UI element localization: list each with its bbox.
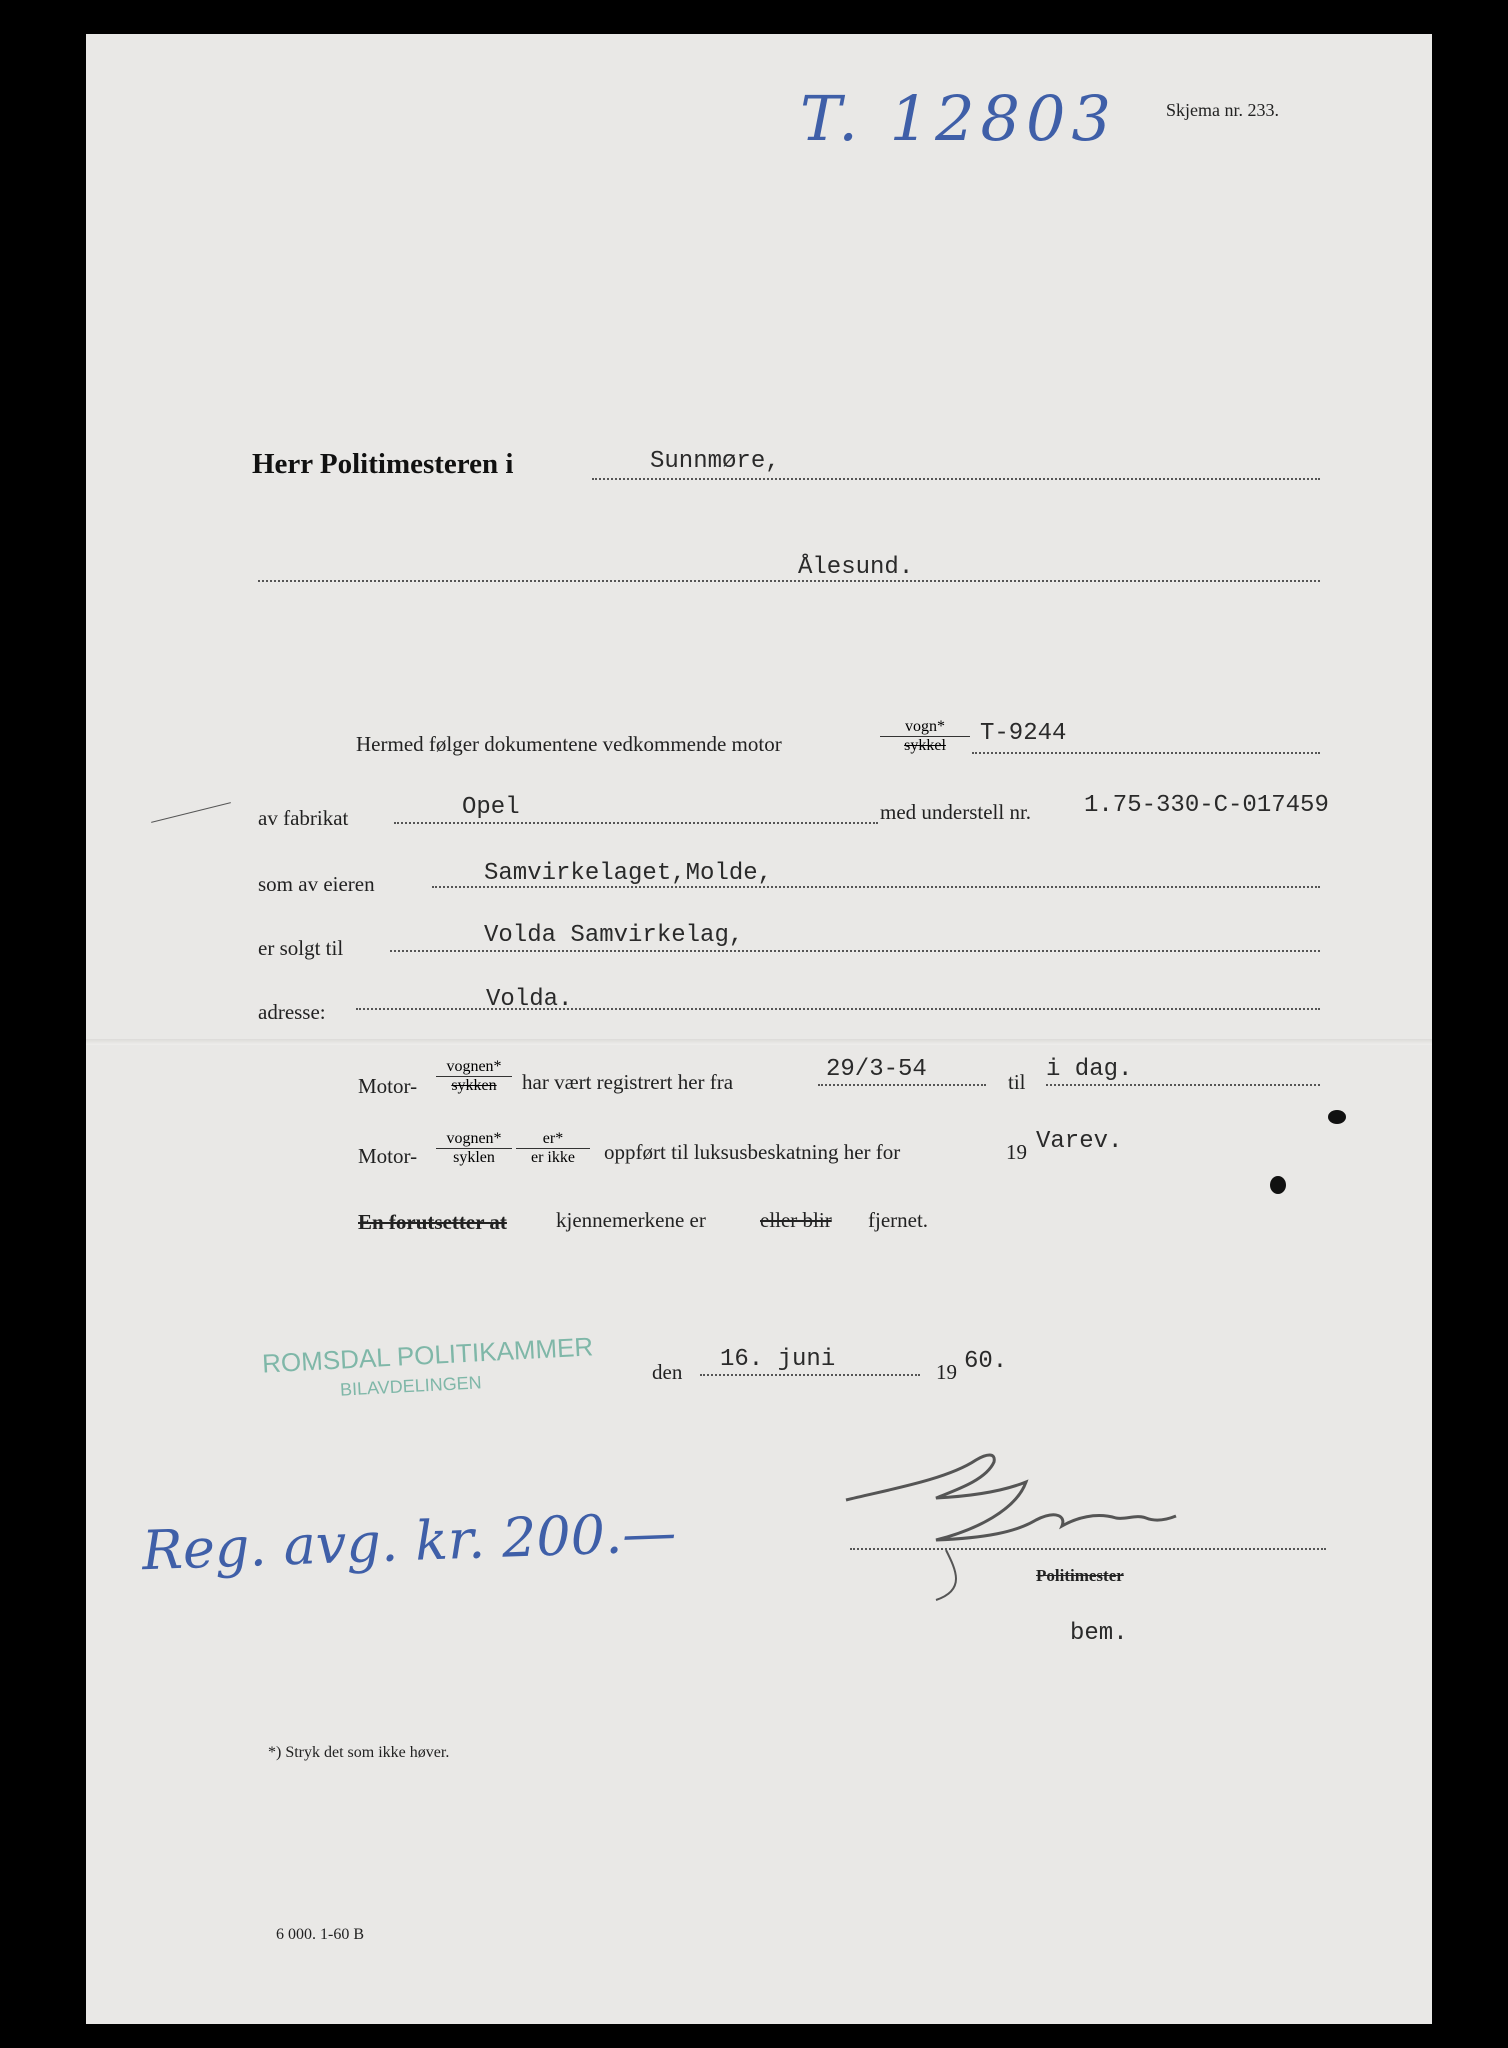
registered-frac-top: vognen* bbox=[436, 1058, 512, 1077]
plates-struck-mid: eller blir bbox=[760, 1208, 832, 1232]
luxury-frac2-bottom: er ikke bbox=[531, 1149, 575, 1166]
registered-to-line bbox=[1046, 1084, 1320, 1086]
luxury-frac1-bottom: syklen bbox=[453, 1149, 495, 1166]
stamp-line-2: BILAVDELINGEN bbox=[339, 1372, 483, 1400]
luxury-fraction-status bbox=[516, 1130, 590, 1167]
registered-from: 29/3-54 bbox=[826, 1056, 927, 1083]
ink-blot bbox=[1328, 1110, 1346, 1124]
sold-to-line bbox=[390, 950, 1320, 952]
signature-scribble bbox=[826, 1440, 1186, 1610]
city-line bbox=[258, 580, 1320, 582]
intro-frac-top: vogn* bbox=[880, 718, 970, 737]
signature-line bbox=[850, 1548, 1326, 1550]
plates-struck-prefix: En forutsetter at bbox=[358, 1210, 507, 1234]
sold-to-value: Volda Samvirkelag, bbox=[484, 922, 744, 949]
intro-frac-bottom: sykkel bbox=[904, 737, 946, 754]
date-den-label: den bbox=[652, 1360, 683, 1384]
chassis-value: 1.75-330-C-017459 bbox=[1084, 792, 1329, 819]
addressee-value: Sunnmøre, bbox=[650, 448, 780, 475]
date-day: 16. juni bbox=[720, 1346, 836, 1373]
date-year: 60. bbox=[964, 1348, 1008, 1375]
make-label: av fabrikat bbox=[258, 806, 349, 830]
plates-text-end: fjernet. bbox=[868, 1208, 929, 1232]
addressee-label: Herr Politimesteren i bbox=[252, 448, 514, 480]
registered-prefix: Motor- bbox=[358, 1074, 418, 1098]
vehicle-number: T-9244 bbox=[980, 720, 1067, 747]
address-label: adresse: bbox=[258, 1000, 326, 1024]
luxury-fraction-vehicle bbox=[436, 1130, 512, 1167]
signature-title: Politimester bbox=[1036, 1566, 1124, 1585]
plates-text: kjennemerkene er bbox=[556, 1208, 706, 1232]
sold-to-label: er solgt til bbox=[258, 936, 344, 960]
intro-fraction bbox=[880, 718, 970, 755]
luxury-frac1-top: vognen* bbox=[436, 1130, 512, 1149]
handwritten-reference: T. 12803 bbox=[800, 82, 1117, 155]
form-page bbox=[86, 34, 1432, 2024]
registered-fraction bbox=[436, 1058, 512, 1095]
date-day-line bbox=[700, 1374, 920, 1376]
luxury-text: oppført til luksusbeskatning her for bbox=[604, 1140, 901, 1164]
intro-text: Hermed følger dokumentene vedkommende motor bbox=[356, 732, 782, 756]
address-value: Volda. bbox=[486, 986, 573, 1013]
form-code: 6 000. 1-60 B bbox=[276, 1926, 364, 1943]
chassis-label: med understell nr. bbox=[880, 800, 1032, 824]
make-value: Opel bbox=[462, 794, 520, 821]
make-line bbox=[394, 822, 878, 824]
intro-line bbox=[972, 752, 1320, 754]
stamp-line-1: ROMSDAL POLITIKAMMER bbox=[261, 1331, 594, 1379]
handwritten-fee: Reg. avg. kr. 200.— bbox=[141, 1500, 678, 1583]
registered-to: i dag. bbox=[1046, 1056, 1133, 1083]
luxury-prefix: Motor- bbox=[358, 1144, 418, 1168]
footnote: *) Stryk det som ikke høver. bbox=[268, 1744, 450, 1761]
luxury-year-prefix: 19 bbox=[1006, 1140, 1027, 1164]
ink-blot bbox=[1270, 1176, 1286, 1194]
date-year-prefix: 19 bbox=[936, 1360, 957, 1384]
owner-label: som av eieren bbox=[258, 872, 375, 896]
city-value: Ålesund. bbox=[798, 554, 914, 581]
registered-frac-bottom: sykken bbox=[451, 1077, 497, 1094]
registered-from-line bbox=[818, 1084, 986, 1086]
paper-fold bbox=[86, 1039, 1432, 1045]
luxury-value: Varev. bbox=[1036, 1128, 1123, 1155]
schema-number: Skjema nr. 233. bbox=[1166, 100, 1279, 120]
registered-til-label: til bbox=[1008, 1070, 1026, 1094]
luxury-frac2-top: er* bbox=[516, 1130, 590, 1149]
registered-text: har vært registrert her fra bbox=[522, 1070, 734, 1094]
addressee-line bbox=[592, 478, 1320, 480]
owner-value: Samvirkelaget,Molde, bbox=[484, 860, 773, 887]
signature-bem: bem. bbox=[1070, 1620, 1128, 1647]
